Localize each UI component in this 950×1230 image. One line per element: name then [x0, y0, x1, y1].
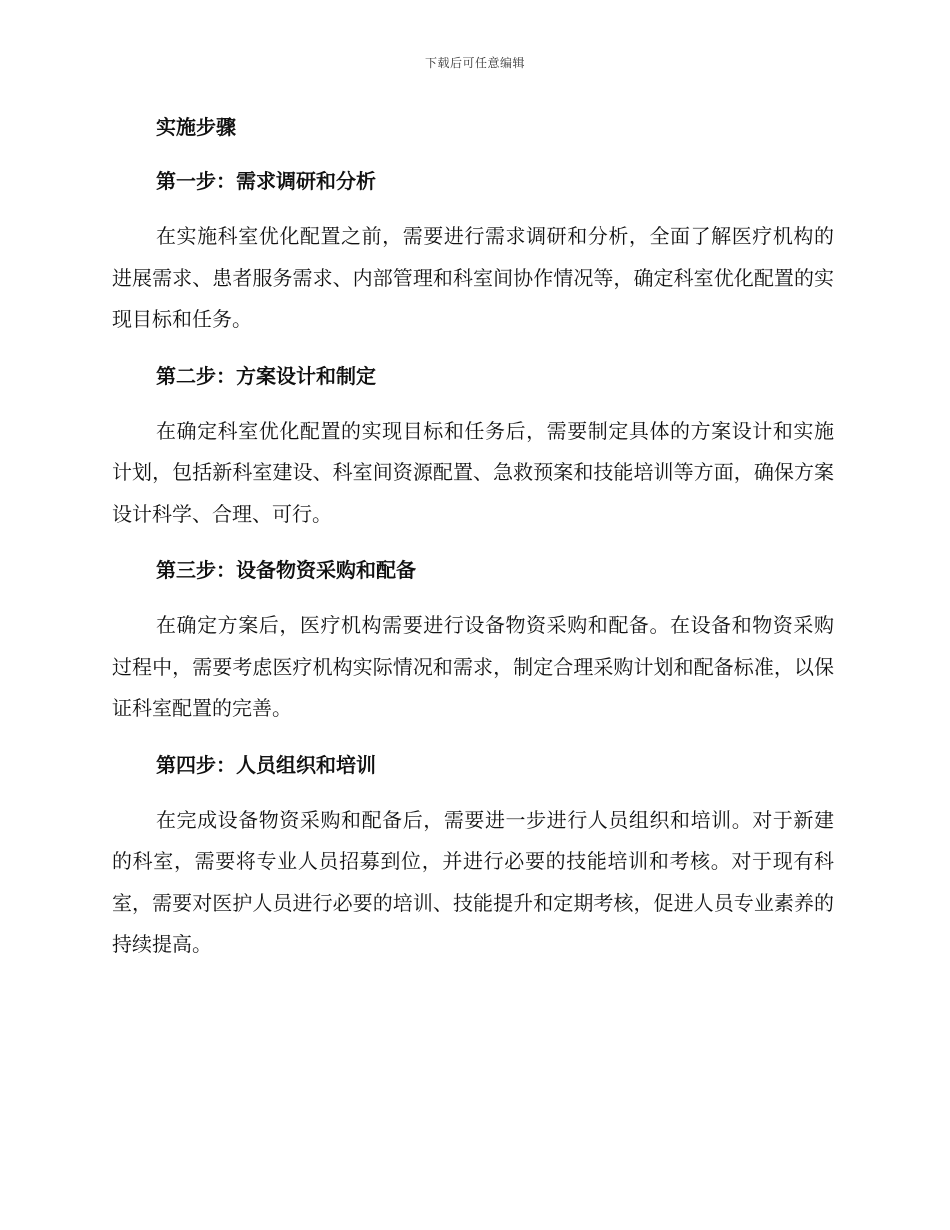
section-paragraph: 在确定科室优化配置的实现目标和任务后，需要制定具体的方案设计和实施计划，包括新科室建设、科室间资源配置、急救预案和技能培训等方面，确保方案设计科学、合理、可行。 [112, 418, 834, 526]
section-heading: 第三步：设备物资采购和配备 [156, 558, 416, 582]
section-step-1 [112, 162, 834, 341]
section-step-3 [112, 551, 834, 730]
section-heading: 第二步：方案设计和制定 [156, 363, 376, 388]
section-step-2 [112, 357, 834, 536]
section-step-4 [112, 746, 834, 966]
document-title: 实施步骤 [156, 115, 236, 139]
page-header: 下载后可任意编辑 [424, 56, 525, 70]
document-body [112, 108, 834, 982]
section-heading: 第一步：需求调研和分析 [156, 169, 376, 193]
section-paragraph: 在确定方案后，医疗机构需要进行设备物资采购和配备。在设备和物资采购过程中，需要考虑医疗机构实际情况和需求，制定合理采购计划和配备标准，以保证科室配置的完善。 [112, 613, 834, 720]
section-paragraph: 在完成设备物资采购和配备后，需要进一步进行人员组织和培训。对于新建的科室，需要将专业人员招募到位，并进行必要的技能培训和考核。对于现有科室，需要对医护人员进行必要的培训、技能提升和定期考核，促进人员专业素养的持续提高。 [112, 807, 834, 956]
section-heading: 第四步：人员组织和培训 [156, 752, 376, 777]
section-paragraph: 在实施科室优化配置之前，需要进行需求调研和分析，全面了解医疗机构的进展需求、患者服务需求、内部管理和科室间协作情况等，确定科室优化配置的实现目标和任务。 [112, 224, 834, 331]
